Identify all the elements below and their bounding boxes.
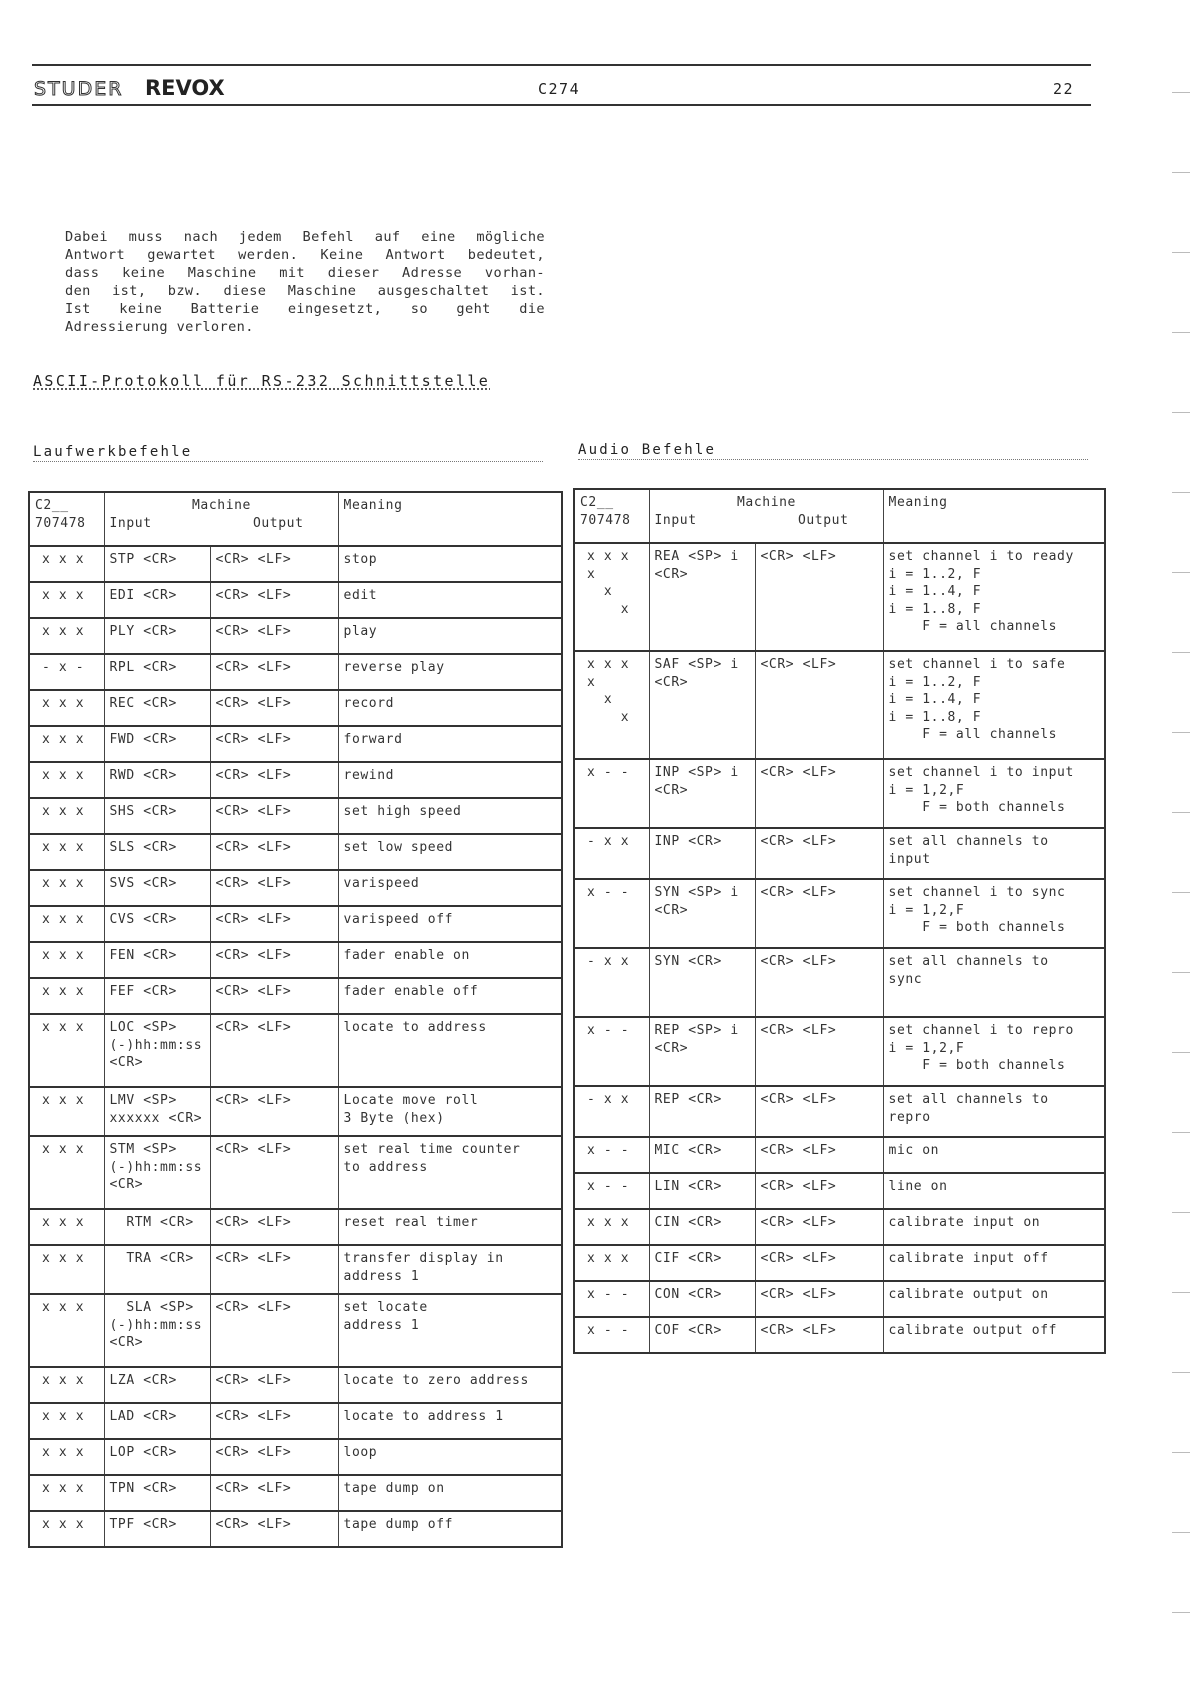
- cell-meaning: locate to zero address: [338, 1367, 562, 1403]
- table-row: [574, 1017, 1105, 1086]
- header-meaning: Meaning: [883, 489, 1105, 543]
- cell-c2: - x -: [29, 654, 104, 690]
- cell-output: <CR> <LF>: [210, 654, 338, 690]
- cell-meaning: loop: [338, 1439, 562, 1475]
- cell-output: <CR> <LF>: [210, 1439, 338, 1475]
- cell-input: PLY <CR>: [104, 618, 210, 654]
- cell-input: CIN <CR>: [649, 1209, 755, 1245]
- header-c2: C2__ 707478: [29, 492, 104, 546]
- table-row: [574, 879, 1105, 948]
- cell-c2: x - -: [574, 1137, 649, 1173]
- margin-tick: [1172, 252, 1190, 253]
- cell-input: LOP <CR>: [104, 1439, 210, 1475]
- table-row: [29, 582, 562, 618]
- cell-output: <CR> <LF>: [210, 1367, 338, 1403]
- cell-c2: - x x: [574, 948, 649, 1017]
- header-machine: [104, 492, 338, 546]
- cell-c2: x x x: [29, 690, 104, 726]
- cell-c2: x x x: [29, 978, 104, 1014]
- cell-output: <CR> <LF>: [755, 1317, 883, 1353]
- cell-meaning: calibrate input on: [883, 1209, 1105, 1245]
- cell-input: CIF <CR>: [649, 1245, 755, 1281]
- table-row: [29, 870, 562, 906]
- cell-meaning: varispeed: [338, 870, 562, 906]
- cell-c2: x x x: [29, 1209, 104, 1245]
- margin-tick: [1172, 1132, 1190, 1133]
- cell-input: RPL <CR>: [104, 654, 210, 690]
- cell-c2: x x x: [29, 1087, 104, 1136]
- section-title: ASCII-Protokoll für RS-232 Schnittstelle: [33, 372, 491, 390]
- table-row: [29, 726, 562, 762]
- cell-meaning: tape dump on: [338, 1475, 562, 1511]
- table-row: [29, 1209, 562, 1245]
- cell-meaning: locate to address 1: [338, 1403, 562, 1439]
- cell-meaning: fader enable off: [338, 978, 562, 1014]
- cell-input: EDI <CR>: [104, 582, 210, 618]
- margin-tick: [1172, 412, 1190, 413]
- cell-input: SLS <CR>: [104, 834, 210, 870]
- cell-c2: x x x: [29, 1014, 104, 1087]
- cell-c2: x x x x x x: [574, 543, 649, 651]
- cell-meaning: record: [338, 690, 562, 726]
- header-c2: C2__ 707478: [574, 489, 649, 543]
- table-row: [29, 978, 562, 1014]
- cell-c2: x x x: [29, 1439, 104, 1475]
- header-meaning: Meaning: [338, 492, 562, 546]
- cell-meaning: varispeed off: [338, 906, 562, 942]
- cell-input: REP <CR>: [649, 1086, 755, 1137]
- margin-tick: [1172, 492, 1190, 493]
- cell-input: STP <CR>: [104, 546, 210, 582]
- table-row: [574, 1245, 1105, 1281]
- cell-input: STM <SP> (-)hh:mm:ss <CR>: [104, 1136, 210, 1209]
- left-table-title-text: Laufwerkbefehle: [33, 444, 193, 460]
- margin-tick: [1172, 1212, 1190, 1213]
- table-row: [29, 834, 562, 870]
- cell-input: TRA <CR>: [104, 1245, 210, 1294]
- cell-output: <CR> <LF>: [210, 1209, 338, 1245]
- cell-output: <CR> <LF>: [210, 1014, 338, 1087]
- table-row: [574, 759, 1105, 828]
- cell-meaning: tape dump off: [338, 1511, 562, 1547]
- cell-c2: x x x: [29, 870, 104, 906]
- cell-output: <CR> <LF>: [755, 1086, 883, 1137]
- cell-meaning: set low speed: [338, 834, 562, 870]
- cell-meaning: set all channels to repro: [883, 1086, 1105, 1137]
- table-row: [29, 1014, 562, 1087]
- table-row: [574, 543, 1105, 651]
- cell-input: RWD <CR>: [104, 762, 210, 798]
- studer-logo: STUDER: [34, 78, 124, 100]
- cell-meaning: set channel i to sync i = 1,2,F F = both channels: [883, 879, 1105, 948]
- header-bottom-rule: [32, 104, 1091, 106]
- cell-c2: x x x: [29, 546, 104, 582]
- table-row: [29, 906, 562, 942]
- cell-input: RTM <CR>: [104, 1209, 210, 1245]
- table-header-row: [574, 489, 1105, 543]
- table-row: [29, 1245, 562, 1294]
- table-row: [29, 546, 562, 582]
- cell-meaning: set all channels to input: [883, 828, 1105, 879]
- cell-meaning: edit: [338, 582, 562, 618]
- cell-meaning: play: [338, 618, 562, 654]
- cell-output: <CR> <LF>: [210, 978, 338, 1014]
- intro-line: Dabei muss nach jedem Befehl auf eine mögliche: [65, 229, 545, 245]
- cell-input: INP <SP> i <CR>: [649, 759, 755, 828]
- table-row: [574, 1173, 1105, 1209]
- doc-code: C274: [538, 80, 581, 98]
- table-row: [29, 1136, 562, 1209]
- cell-output: <CR> <LF>: [210, 1475, 338, 1511]
- cell-meaning: rewind: [338, 762, 562, 798]
- margin-tick: [1172, 572, 1190, 573]
- margin-tick: [1172, 892, 1190, 893]
- intro-paragraph: [65, 228, 545, 336]
- cell-input: LIN <CR>: [649, 1173, 755, 1209]
- cell-output: <CR> <LF>: [755, 1245, 883, 1281]
- cell-output: <CR> <LF>: [755, 651, 883, 759]
- cell-meaning: calibrate output off: [883, 1317, 1105, 1353]
- cell-input: MIC <CR>: [649, 1137, 755, 1173]
- cell-meaning: set channel i to ready i = 1..2, F i = 1..4, F i = 1..8, F F = all channels: [883, 543, 1105, 651]
- cell-output: <CR> <LF>: [755, 948, 883, 1017]
- cell-input: FEF <CR>: [104, 978, 210, 1014]
- cell-input: SVS <CR>: [104, 870, 210, 906]
- margin-tick: [1172, 1452, 1190, 1453]
- header-output: Output: [252, 515, 304, 531]
- table-row: [29, 942, 562, 978]
- cell-c2: x x x: [29, 798, 104, 834]
- table-row: [29, 690, 562, 726]
- cell-meaning: set real time counter to address: [338, 1136, 562, 1209]
- table-row: [29, 1439, 562, 1475]
- cell-output: <CR> <LF>: [755, 1281, 883, 1317]
- cell-output: <CR> <LF>: [210, 1511, 338, 1547]
- cell-output: <CR> <LF>: [210, 1136, 338, 1209]
- cell-output: <CR> <LF>: [755, 828, 883, 879]
- cell-c2: x x x: [29, 1475, 104, 1511]
- cell-meaning: set channel i to input i = 1,2,F F = both channels: [883, 759, 1105, 828]
- cell-input: REP <SP> i <CR>: [649, 1017, 755, 1086]
- cell-meaning: line on: [883, 1173, 1105, 1209]
- cell-c2: x - -: [574, 1173, 649, 1209]
- cell-input: COF <CR>: [649, 1317, 755, 1353]
- table-row: [29, 1087, 562, 1136]
- cell-input: REA <SP> i <CR>: [649, 543, 755, 651]
- cell-input: CON <CR>: [649, 1281, 755, 1317]
- header-input: Input: [654, 512, 697, 528]
- cell-c2: x x x: [29, 726, 104, 762]
- cell-output: <CR> <LF>: [210, 726, 338, 762]
- cell-meaning: set locate address 1: [338, 1294, 562, 1367]
- cell-meaning: calibrate input off: [883, 1245, 1105, 1281]
- table-row: [29, 1511, 562, 1547]
- table-row: [574, 828, 1105, 879]
- cell-c2: - x x: [574, 1086, 649, 1137]
- intro-line: Adressierung verloren.: [65, 319, 254, 335]
- margin-tick: [1172, 732, 1190, 733]
- margin-tick: [1172, 652, 1190, 653]
- cell-output: <CR> <LF>: [210, 798, 338, 834]
- cell-output: <CR> <LF>: [210, 546, 338, 582]
- cell-output: <CR> <LF>: [210, 1087, 338, 1136]
- cell-c2: - x x: [574, 828, 649, 879]
- cell-c2: x x x: [29, 582, 104, 618]
- right-table-title: [578, 442, 1088, 460]
- cell-c2: x x x: [574, 1245, 649, 1281]
- cell-meaning: transfer display in address 1: [338, 1245, 562, 1294]
- cell-input: LZA <CR>: [104, 1367, 210, 1403]
- cell-input: CVS <CR>: [104, 906, 210, 942]
- header-machine: [649, 489, 883, 543]
- cell-input: FWD <CR>: [104, 726, 210, 762]
- header-machine-label: Machine: [192, 498, 251, 513]
- cell-c2: x - -: [574, 1017, 649, 1086]
- cell-output: <CR> <LF>: [210, 906, 338, 942]
- table-row: [29, 1294, 562, 1367]
- cell-output: <CR> <LF>: [755, 1017, 883, 1086]
- cell-meaning: calibrate output on: [883, 1281, 1105, 1317]
- header-io: [655, 512, 879, 530]
- cell-c2: x x x: [29, 1294, 104, 1367]
- table-row: [29, 1403, 562, 1439]
- table-header-row: [29, 492, 562, 546]
- cell-output: <CR> <LF>: [210, 690, 338, 726]
- intro-line: den ist, bzw. diese Maschine ausgeschaltet ist.: [65, 283, 545, 299]
- margin-tick: [1172, 972, 1190, 973]
- cell-c2: x - -: [574, 1317, 649, 1353]
- cell-output: <CR> <LF>: [210, 582, 338, 618]
- cell-meaning: Locate move roll 3 Byte (hex): [338, 1087, 562, 1136]
- cell-c2: x x x: [29, 762, 104, 798]
- cell-c2: x x x: [29, 1367, 104, 1403]
- cell-output: <CR> <LF>: [210, 1403, 338, 1439]
- cell-input: SAF <SP> i <CR>: [649, 651, 755, 759]
- cell-output: <CR> <LF>: [755, 1173, 883, 1209]
- cell-input: TPN <CR>: [104, 1475, 210, 1511]
- cell-input: INP <CR>: [649, 828, 755, 879]
- cell-output: <CR> <LF>: [755, 1209, 883, 1245]
- cell-meaning: fader enable on: [338, 942, 562, 978]
- table-row: [574, 1209, 1105, 1245]
- left-table-title: [33, 444, 543, 462]
- margin-tick: [1172, 1532, 1190, 1533]
- cell-output: <CR> <LF>: [755, 1137, 883, 1173]
- cell-c2: x x x x x x: [574, 651, 649, 759]
- cell-meaning: stop: [338, 546, 562, 582]
- cell-meaning: mic on: [883, 1137, 1105, 1173]
- header-io: [110, 515, 334, 533]
- table-row: [29, 654, 562, 690]
- margin-tick: [1172, 92, 1190, 93]
- cell-input: SHS <CR>: [104, 798, 210, 834]
- table-row: [574, 1137, 1105, 1173]
- cell-c2: x x x: [29, 942, 104, 978]
- margin-tick: [1172, 1612, 1190, 1613]
- cell-output: <CR> <LF>: [210, 762, 338, 798]
- cell-c2: x - -: [574, 1281, 649, 1317]
- cell-input: SYN <SP> i <CR>: [649, 879, 755, 948]
- cell-output: <CR> <LF>: [755, 543, 883, 651]
- table-row: [29, 762, 562, 798]
- cell-output: <CR> <LF>: [755, 759, 883, 828]
- cell-output: <CR> <LF>: [210, 942, 338, 978]
- cell-c2: x x x: [29, 1511, 104, 1547]
- cell-input: TPF <CR>: [104, 1511, 210, 1547]
- cell-meaning: reverse play: [338, 654, 562, 690]
- revox-logo: REVOX: [145, 76, 225, 100]
- table-row: [29, 1367, 562, 1403]
- margin-tick: [1172, 1052, 1190, 1053]
- right-command-table: [573, 488, 1106, 1354]
- table-row: [574, 1086, 1105, 1137]
- left-command-table: [28, 491, 563, 1548]
- cell-c2: x - -: [574, 879, 649, 948]
- intro-line: Ist keine Batterie eingesetzt, so geht die: [65, 301, 545, 317]
- cell-meaning: set channel i to safe i = 1..2, F i = 1..4, F i = 1..8, F F = all channels: [883, 651, 1105, 759]
- margin-tick: [1172, 812, 1190, 813]
- cell-input: LAD <CR>: [104, 1403, 210, 1439]
- cell-meaning: forward: [338, 726, 562, 762]
- intro-line: dass keine Maschine mit dieser Adresse vorhan-: [65, 265, 545, 281]
- right-table-title-text: Audio Befehle: [578, 442, 717, 458]
- cell-input: FEN <CR>: [104, 942, 210, 978]
- cell-input: SYN <CR>: [649, 948, 755, 1017]
- page-number: 22: [1053, 80, 1075, 98]
- cell-c2: x x x: [29, 1136, 104, 1209]
- cell-c2: x x x: [29, 906, 104, 942]
- cell-input: LMV <SP> xxxxxx <CR>: [104, 1087, 210, 1136]
- intro-line: Antwort gewartet werden. Keine Antwort bedeutet,: [65, 247, 545, 263]
- cell-output: <CR> <LF>: [210, 834, 338, 870]
- cell-input: REC <CR>: [104, 690, 210, 726]
- cell-output: <CR> <LF>: [755, 879, 883, 948]
- header-top-rule: [32, 64, 1091, 66]
- margin-tick: [1172, 172, 1190, 173]
- cell-input: SLA <SP> (-)hh:mm:ss <CR>: [104, 1294, 210, 1367]
- cell-c2: x x x: [29, 1245, 104, 1294]
- table-row: [574, 651, 1105, 759]
- margin-tick: [1172, 1372, 1190, 1373]
- cell-c2: x x x: [29, 1403, 104, 1439]
- table-row: [574, 948, 1105, 1017]
- cell-c2: x x x: [29, 834, 104, 870]
- header-machine-label: Machine: [737, 495, 796, 510]
- cell-meaning: locate to address: [338, 1014, 562, 1087]
- cell-c2: x x x: [574, 1209, 649, 1245]
- table-row: [29, 1475, 562, 1511]
- cell-output: <CR> <LF>: [210, 1245, 338, 1294]
- cell-meaning: set channel i to repro i = 1,2,F F = both channels: [883, 1017, 1105, 1086]
- cell-meaning: set high speed: [338, 798, 562, 834]
- cell-input: LOC <SP> (-)hh:mm:ss <CR>: [104, 1014, 210, 1087]
- header-output: Output: [797, 512, 849, 528]
- cell-meaning: set all channels to sync: [883, 948, 1105, 1017]
- cell-meaning: reset real timer: [338, 1209, 562, 1245]
- cell-c2: x x x: [29, 618, 104, 654]
- margin-tick: [1172, 1292, 1190, 1293]
- cell-output: <CR> <LF>: [210, 870, 338, 906]
- table-row: [29, 798, 562, 834]
- table-row: [29, 618, 562, 654]
- header-input: Input: [109, 515, 152, 531]
- cell-c2: x - -: [574, 759, 649, 828]
- table-row: [574, 1317, 1105, 1353]
- table-row: [574, 1281, 1105, 1317]
- margin-tick: [1172, 332, 1190, 333]
- cell-output: <CR> <LF>: [210, 618, 338, 654]
- cell-output: <CR> <LF>: [210, 1294, 338, 1367]
